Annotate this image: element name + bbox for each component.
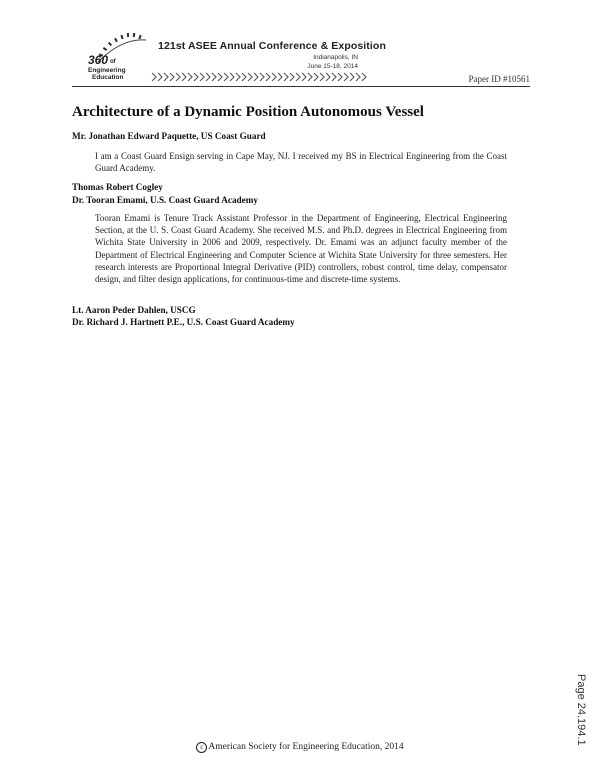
chevron-mark bbox=[356, 73, 360, 81]
copyright-icon: c bbox=[196, 742, 207, 753]
conference-dates: June 15-18, 2014 bbox=[307, 63, 358, 70]
chevron-mark bbox=[320, 73, 324, 81]
chevron-mark bbox=[362, 73, 366, 81]
author-bio: I am a Coast Guard Ensign serving in Cape May, NJ. I received my BS in Electrical Engineering from the Coast Guard Academy. bbox=[95, 151, 507, 174]
logo-education-text: Education bbox=[92, 74, 124, 81]
page-number: Page 24.194.1 bbox=[575, 674, 587, 746]
paper-id: Paper ID #10561 bbox=[468, 74, 530, 84]
chevron-mark bbox=[194, 73, 198, 81]
chevron-divider bbox=[150, 72, 372, 82]
copyright-footer bbox=[0, 742, 600, 753]
chevron-mark bbox=[176, 73, 180, 81]
chevron-mark bbox=[200, 73, 204, 81]
author-name: Dr. Richard J. Hartnett P.E., U.S. Coast Guard Academy bbox=[72, 317, 295, 327]
author-name: Thomas Robert Cogley bbox=[72, 182, 163, 192]
chevron-mark bbox=[326, 73, 330, 81]
chevron-mark bbox=[272, 73, 276, 81]
chevron-mark bbox=[254, 73, 258, 81]
chevron-mark bbox=[182, 73, 186, 81]
chevron-mark bbox=[260, 73, 264, 81]
chevron-mark bbox=[224, 73, 228, 81]
paper-title: Architecture of a Dynamic Position Autonomous Vessel bbox=[72, 104, 424, 120]
chevron-mark bbox=[230, 73, 234, 81]
author-name: Mr. Jonathan Edward Paquette, US Coast Guard bbox=[72, 131, 266, 141]
chevron-mark bbox=[344, 73, 348, 81]
chevron-mark bbox=[242, 73, 246, 81]
chevron-mark bbox=[236, 73, 240, 81]
chevron-mark bbox=[248, 73, 252, 81]
chevron-mark bbox=[278, 73, 282, 81]
chevron-mark bbox=[302, 73, 306, 81]
chevron-mark bbox=[218, 73, 222, 81]
author-name: Dr. Tooran Emami, U.S. Coast Guard Academy bbox=[72, 195, 258, 205]
chevron-mark bbox=[350, 73, 354, 81]
chevron-mark bbox=[206, 73, 210, 81]
chevron-mark bbox=[296, 73, 300, 81]
asee-360-logo bbox=[86, 26, 160, 82]
chevron-mark bbox=[308, 73, 312, 81]
conference-title: 121st ASEE Annual Conference & Exposition bbox=[158, 40, 386, 52]
chevron-mark bbox=[284, 73, 288, 81]
author-name: Lt. Aaron Peder Dahlen, USCG bbox=[72, 305, 196, 315]
logo-360-text: 360 bbox=[88, 53, 109, 67]
chevron-mark bbox=[152, 73, 156, 81]
chevron-mark bbox=[332, 73, 336, 81]
author-bio: Tooran Emami is Tenure Track Assistant Professor in the Department of Engineering, Electrical Engineering Section, at the U. S. Coast Guard Academy. She received M.S. and Ph.D. degrees in Electrical Engineering from Wichita State University in 2006 and 2009, respectively. Dr. Emami was an adjunct faculty member of the Department of Electrical Engineering and Computer Science at Wichita State University for three semesters. Her research interests are Proportional Integral Derivative (PID) controllers, robust control, time delay, compensator design, and filter design applications, for continuous-time and discrete-time systems. bbox=[95, 213, 507, 285]
chevron-mark bbox=[314, 73, 318, 81]
chevron-mark bbox=[164, 73, 168, 81]
chevron-mark bbox=[338, 73, 342, 81]
logo-engineering-text: Engineering bbox=[88, 67, 126, 74]
copyright-text: American Society for Engineering Education, 2014 bbox=[208, 742, 404, 752]
chevron-mark bbox=[188, 73, 192, 81]
conference-location: Indianapolis, IN bbox=[313, 54, 358, 61]
chevron-mark bbox=[170, 73, 174, 81]
chevron-mark bbox=[266, 73, 270, 81]
chevron-mark bbox=[290, 73, 294, 81]
chevron-mark bbox=[212, 73, 216, 81]
logo-of-text: of bbox=[110, 59, 116, 65]
header-rule bbox=[72, 86, 530, 87]
chevron-mark bbox=[158, 73, 162, 81]
